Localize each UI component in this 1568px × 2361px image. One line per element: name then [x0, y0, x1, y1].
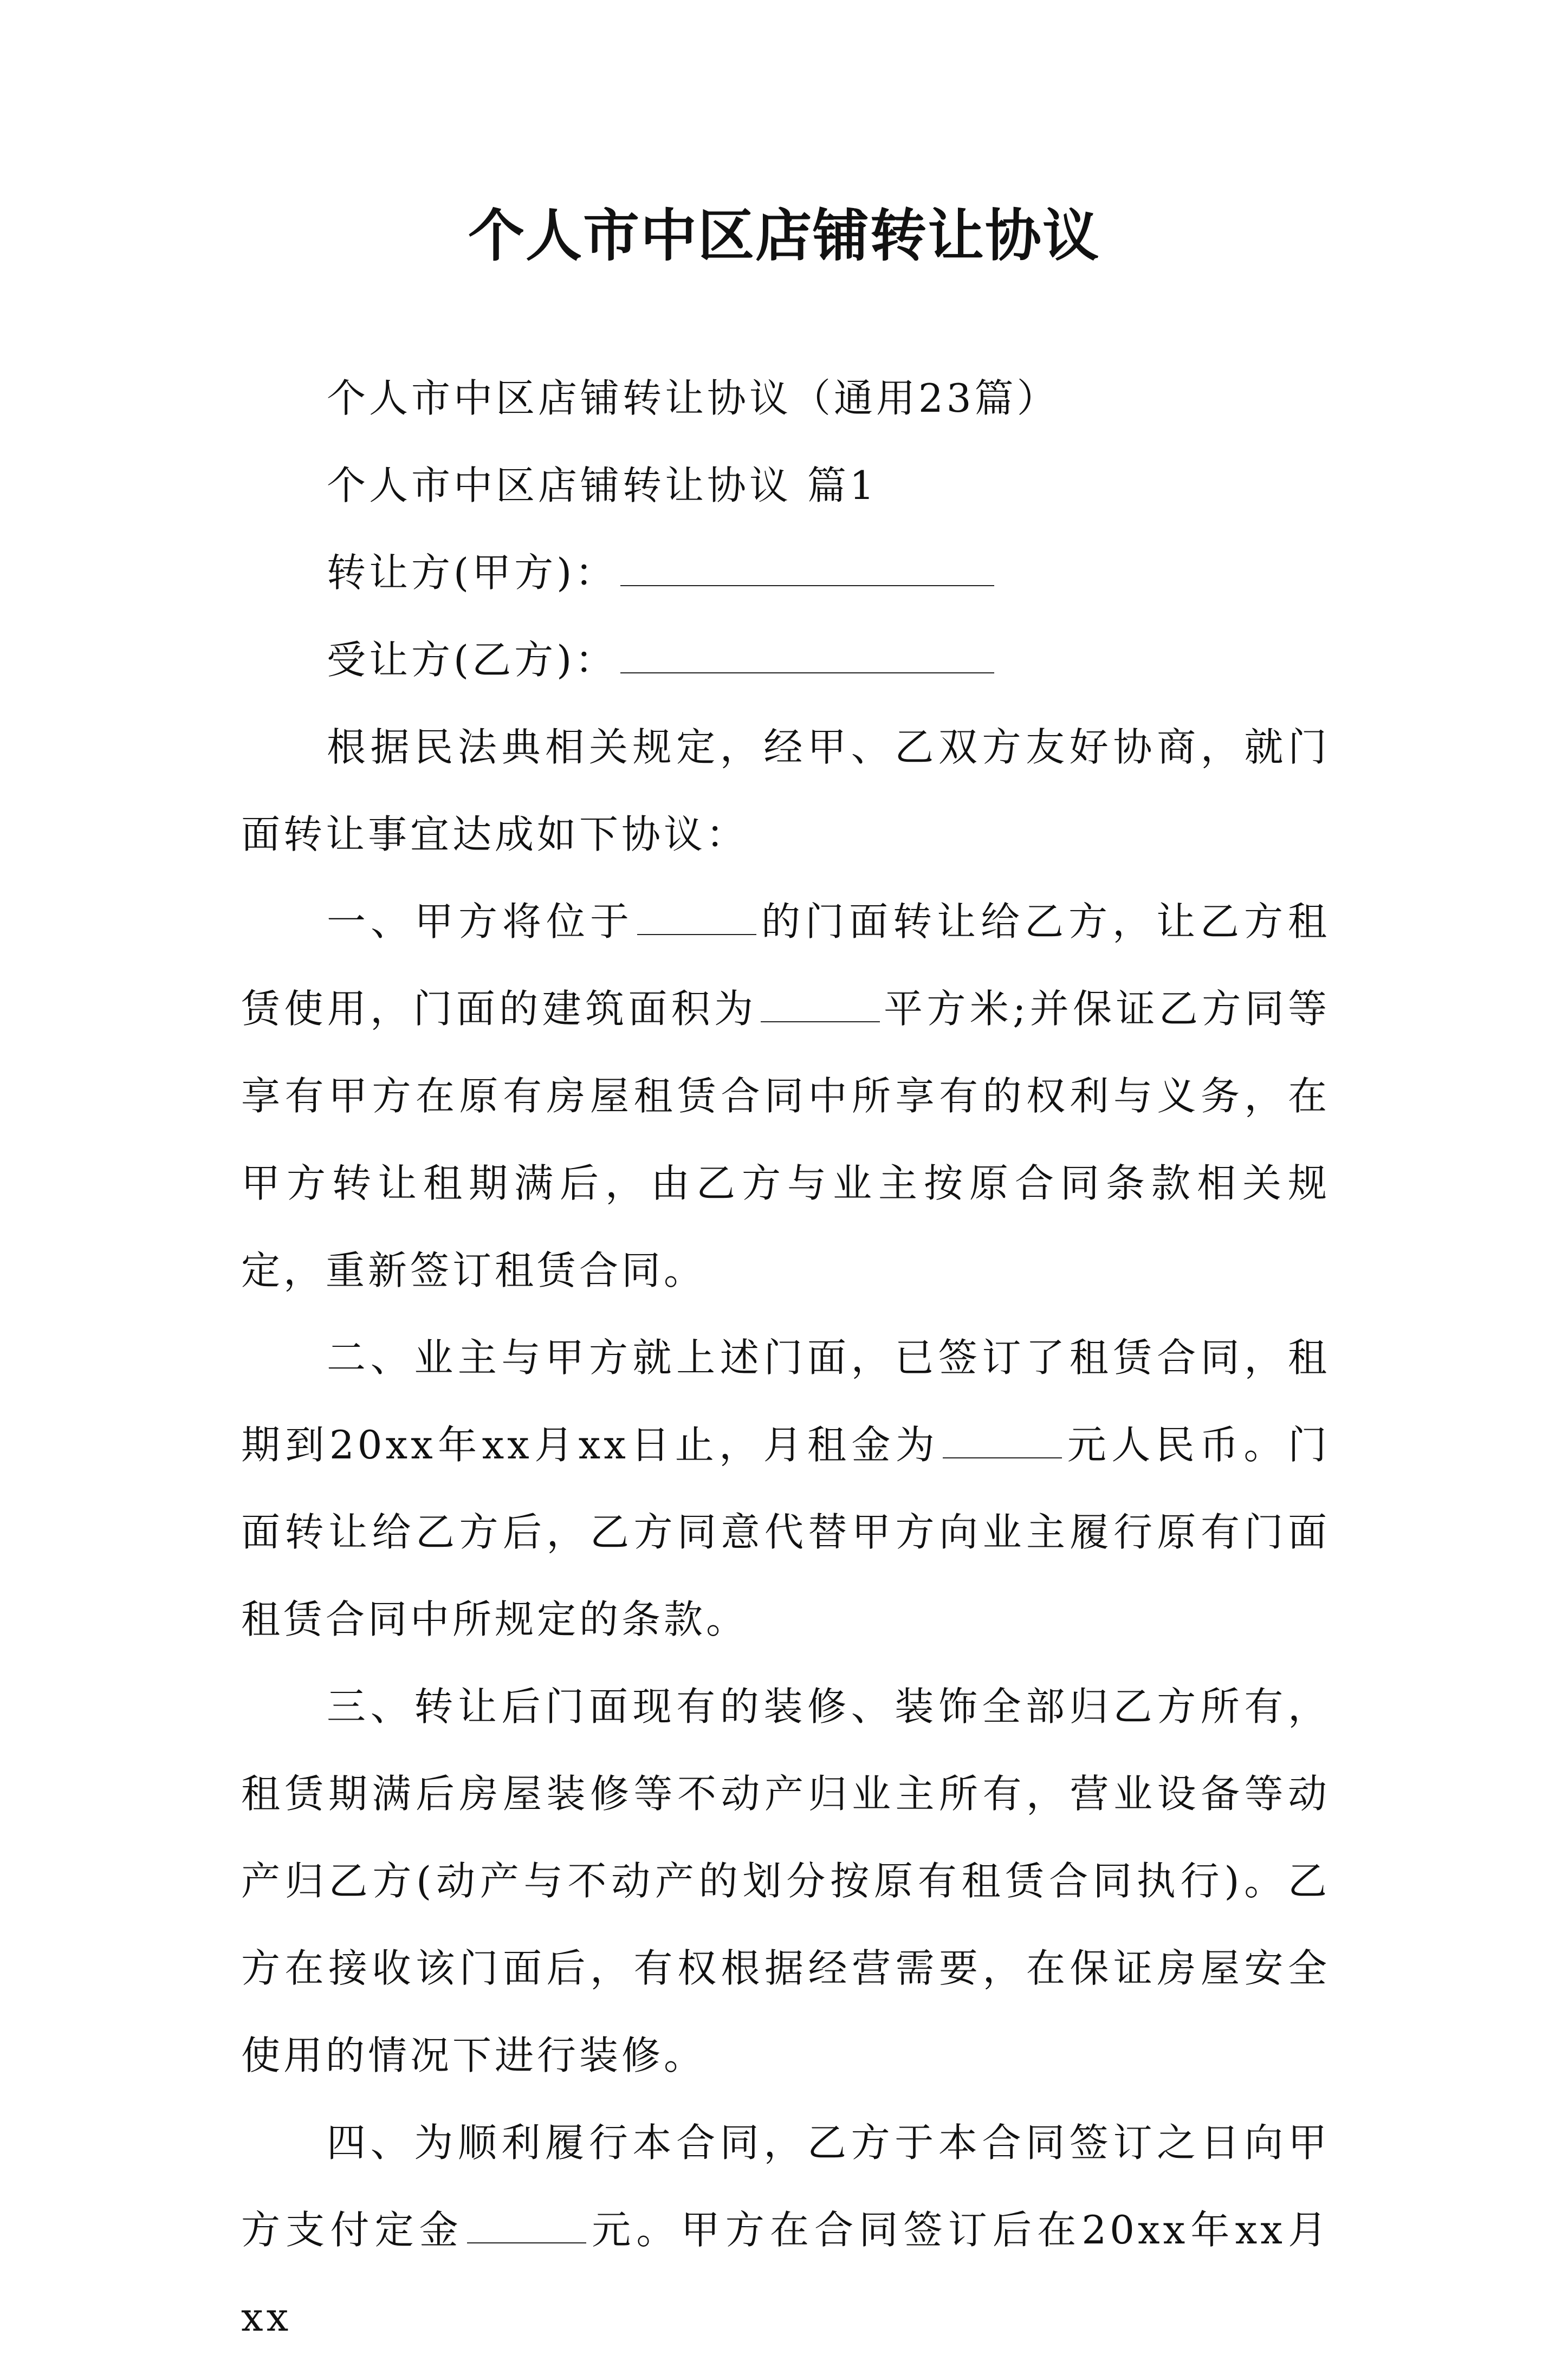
clause-4-part-a: 四、为顺利履行本合同，乙方于本合同签订之日向甲方支付定金: [241, 2120, 1330, 2253]
deposit-blank: [467, 2199, 586, 2243]
clause-4: [241, 2099, 1330, 2361]
clause-3: 三、转让后门面现有的装修、装饰全部归乙方所有，租赁期满后房屋装修等不动产归业主所有，营业设备等动产归乙方(动产与不动产的划分按原有租赁合同执行)。乙方在接收该门面后，有权根据经营需要，在保证房屋安全使用的情况下进行装修。: [241, 1684, 1330, 2078]
transferor-label: 转让方(甲方)：: [327, 550, 618, 595]
document-title: 个人市中区店铺转让协议: [468, 203, 1100, 269]
clause-2: [241, 1314, 1330, 1663]
subtitle: 个人市中区店铺转让协议（通用23篇）: [327, 375, 1059, 421]
clause-2-part-a: 二、业主与甲方就上述门面，已签订了租赁合同，租期到20xx年xx月xx日止，月租金为: [241, 1335, 1330, 1468]
transferee-blank: [620, 629, 994, 673]
location-blank: [637, 891, 756, 935]
area-blank: [761, 978, 880, 1022]
clause-1-part-c: 平方米;并保证乙方同等享有甲方在原有房屋租赁合同中所享有的权利与义务，在甲方转让租期满后，由乙方与业主按原合同条款相关规定，重新签订租赁合同。: [241, 986, 1330, 1293]
transferee-label: 受让方(乙方)：: [327, 637, 618, 683]
clause-2-part-b: 元人民币。门面转让给乙方后，乙方同意代替甲方向业主履行原有门面租赁合同中所规定的条款。: [241, 1422, 1330, 1642]
clause-1: [241, 878, 1330, 1314]
clause-4-part-b: 元。甲方在合同签订后在20xx年xx月xx: [241, 2207, 1330, 2340]
document-body: [241, 355, 1330, 2361]
clause-1-part-b: 的门面转让给乙方，让乙方租赁使用，门面的建筑面积为: [241, 899, 1330, 1032]
transferee-line: [241, 617, 1330, 704]
transferor-line: [241, 529, 1330, 617]
intro-paragraph: 根据民法典相关规定，经甲、乙双方友好协商，就门面转让事宜达成如下协议：: [241, 724, 1330, 857]
transferor-blank: [620, 542, 994, 586]
section-heading: 个人市中区店铺转让协议 篇1: [327, 463, 878, 508]
rent-blank: [943, 1414, 1062, 1458]
clause-1-part-a: 一、甲方将位于: [327, 899, 634, 944]
